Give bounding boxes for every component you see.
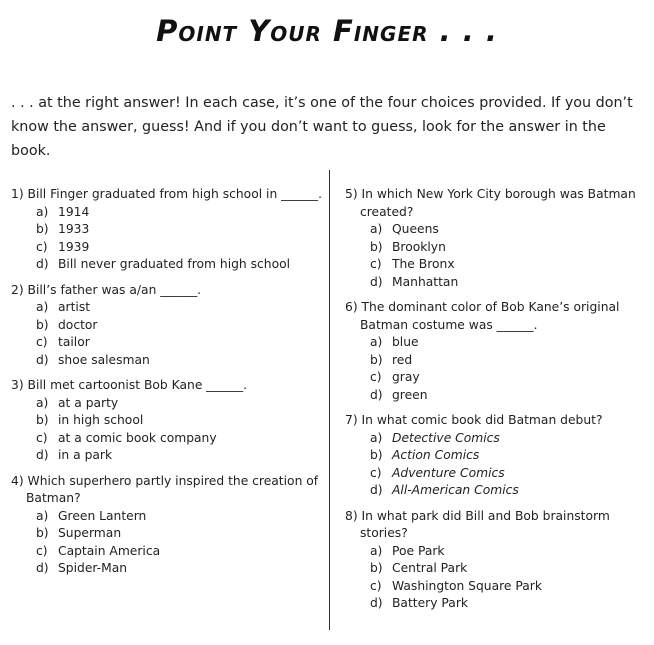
choice-letter: d) (370, 274, 383, 289)
choice-letter: b) (36, 413, 49, 427)
answer-choice (11, 204, 323, 222)
column-divider (329, 170, 330, 630)
question-text: 5) In which New York City borough was Batman created? (345, 187, 636, 219)
answer-choice (11, 317, 323, 335)
choice-text: red (392, 352, 413, 367)
choice-letter: d) (370, 483, 383, 497)
choice-text: blue (392, 335, 419, 349)
choice-letter: c) (370, 257, 382, 271)
choice-text: Green Lantern (58, 508, 147, 523)
choice-text: shoe salesman (58, 352, 150, 367)
answer-choice (11, 395, 323, 413)
answer-choice (345, 239, 647, 257)
choice-letter: b) (36, 317, 49, 332)
choice-letter: a) (370, 222, 383, 236)
choice-letter: b) (370, 561, 383, 575)
left-column (11, 186, 323, 586)
choice-letter: a) (370, 543, 383, 558)
choice-text: 1914 (58, 204, 90, 219)
choice-letter: c) (36, 430, 48, 445)
choice-letter: d) (36, 352, 49, 367)
choice-text: Bill never graduated from high school (58, 257, 291, 271)
question-item (11, 377, 323, 465)
choice-text: Detective Comics (392, 430, 500, 445)
choice-text: Action Comics (392, 448, 480, 462)
answer-choice (345, 221, 647, 239)
choice-letter: a) (36, 300, 49, 314)
question-item (11, 473, 323, 578)
question-text: 4) Which superhero partly inspired the creation of Batman? (11, 473, 319, 505)
choice-letter: a) (370, 430, 383, 445)
choice-text: Brooklyn (392, 239, 446, 254)
choice-letter: c) (36, 335, 48, 349)
choice-letter: a) (36, 508, 49, 523)
answer-choice (345, 560, 647, 578)
question-item (345, 299, 647, 404)
choice-letter: a) (36, 395, 49, 410)
choice-text: green (392, 387, 428, 402)
choice-text: Poe Park (392, 543, 445, 558)
choice-letter: c) (36, 543, 48, 558)
choice-text: Superman (58, 526, 122, 540)
choice-letter: a) (370, 335, 383, 349)
choice-text: in high school (58, 413, 144, 427)
right-column (345, 186, 647, 621)
question-text: 7) In what comic book did Batman debut? (345, 413, 603, 427)
answer-choice (345, 334, 647, 352)
answer-choice (345, 352, 647, 370)
answer-choice (11, 508, 323, 526)
choice-letter: b) (36, 222, 49, 236)
page-title: Point Your Finger . . . (156, 14, 498, 48)
answer-choice (345, 578, 647, 596)
intro-paragraph: . . . at the right answer! In each case, it’s one of the four choices provided. If you don’t know the answer, guess! And if you don’t want to guess, look for the answer in the book. (11, 95, 633, 159)
answer-choice (345, 595, 647, 613)
choice-letter: a) (36, 204, 49, 219)
choice-text: tailor (58, 335, 90, 349)
choice-text: Captain America (58, 543, 161, 558)
choice-letter: b) (370, 448, 383, 462)
choice-text: at a party (58, 395, 119, 410)
choice-letter: c) (36, 239, 48, 254)
choice-text: doctor (58, 317, 98, 332)
answer-choice (11, 430, 323, 448)
question-text: 6) The dominant color of Bob Kane’s original Batman costume was ______. (345, 300, 620, 332)
answer-choice (11, 560, 323, 578)
answer-choice (345, 543, 647, 561)
choice-text: Central Park (392, 561, 468, 575)
choice-text: Washington Square Park (392, 578, 542, 593)
answer-choice (345, 482, 647, 500)
question-text: 3) Bill met cartoonist Bob Kane ______. (11, 378, 248, 392)
choice-text: The Bronx (392, 257, 455, 271)
answer-choice (11, 334, 323, 352)
choice-text: 1933 (58, 222, 90, 236)
choice-letter: d) (36, 448, 49, 462)
choice-letter: b) (370, 239, 383, 254)
choice-text: in a park (58, 448, 113, 462)
answer-choice (345, 274, 647, 292)
question-text: 2) Bill’s father was a/an ______. (11, 282, 202, 297)
question-item (345, 508, 647, 613)
answer-choice (11, 525, 323, 543)
question-text: 8) In what park did Bill and Bob brainstorm stories? (345, 508, 610, 540)
choice-letter: c) (370, 370, 382, 384)
answer-choice (11, 412, 323, 430)
choice-letter: d) (370, 596, 383, 610)
answer-choice (11, 221, 323, 239)
choice-text: gray (392, 370, 420, 384)
answer-choice (11, 299, 323, 317)
question-item (11, 186, 323, 274)
choice-text: at a comic book company (58, 430, 217, 445)
answer-choice (11, 256, 323, 274)
choice-letter: d) (370, 387, 383, 402)
answer-choice (345, 256, 647, 274)
question-text: 1) Bill Finger graduated from high school in ______. (11, 187, 322, 201)
choice-letter: c) (370, 465, 382, 480)
choice-text: Battery Park (392, 596, 468, 610)
answer-choice (345, 387, 647, 405)
answer-choice (11, 447, 323, 465)
choice-letter: c) (370, 578, 382, 593)
question-item (345, 186, 647, 291)
answer-choice (345, 369, 647, 387)
question-item (345, 412, 647, 500)
answer-choice (345, 465, 647, 483)
choice-text: All-American Comics (392, 483, 519, 497)
choice-text: Spider-Man (58, 561, 128, 575)
answer-choice (345, 430, 647, 448)
answer-choice (11, 239, 323, 257)
choice-letter: d) (36, 257, 49, 271)
choice-text: 1939 (58, 239, 90, 254)
choice-text: artist (58, 300, 91, 314)
choice-letter: d) (36, 561, 49, 575)
question-item (11, 282, 323, 370)
choice-text: Adventure Comics (392, 465, 505, 480)
answer-choice (11, 352, 323, 370)
answer-choice (11, 543, 323, 561)
choice-letter: b) (36, 526, 49, 540)
choice-text: Queens (392, 222, 439, 236)
choice-text: Manhattan (392, 274, 459, 289)
choice-letter: b) (370, 352, 383, 367)
answer-choice (345, 447, 647, 465)
